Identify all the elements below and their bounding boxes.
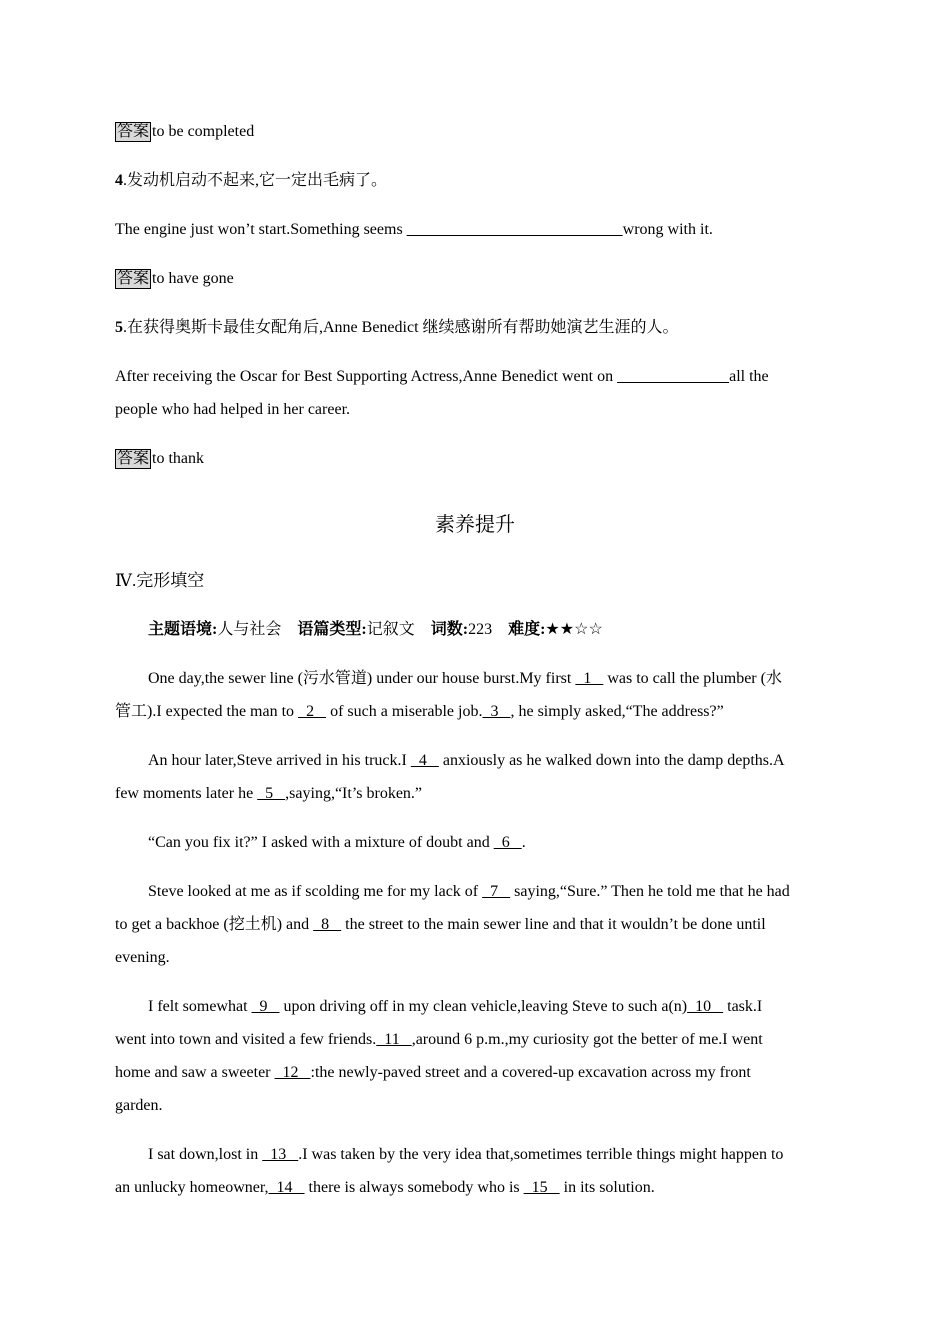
q4-sentence-before: The engine just won’t start.Something seems [115, 221, 407, 238]
words-label: 词数: [430, 621, 469, 638]
p6-line1 [115, 1145, 783, 1165]
text: the street to the main sewer line and that it wouldn’t be done until [341, 916, 766, 933]
q4-prompt-text: .发动机启动不起来,它一定出毛病了。 [123, 172, 388, 189]
text: ,saying,“It’s broken.” [285, 785, 423, 802]
text: few moments later he [115, 785, 258, 802]
p5-line1 [115, 997, 762, 1017]
p4-line1 [115, 882, 790, 902]
q5-answer: to thank [152, 450, 205, 467]
blank-13: 13 [262, 1146, 299, 1163]
blank-11: 11 [376, 1031, 412, 1048]
theme-label: 主题语境: [148, 621, 218, 638]
q5-blank [617, 368, 729, 385]
q4-number: 4 [115, 172, 123, 189]
text: was to call the plumber (水 [603, 670, 782, 687]
p5-line4: garden. [115, 1097, 163, 1114]
answer-tag: 答案 [117, 270, 150, 287]
q5-sentence-after: all the [729, 368, 769, 385]
p5-line3 [115, 1063, 751, 1083]
difficulty-stars: ★★☆☆ [545, 621, 603, 638]
answer-tag: 答案 [117, 450, 150, 467]
q4-sentence-after: wrong with it. [622, 221, 713, 238]
p5-line2 [115, 1030, 763, 1050]
blank-2: 2 [298, 703, 327, 720]
q4-blank [407, 221, 623, 238]
text: One day,the sewer line (污水管道) under our house burst.My first [148, 670, 576, 687]
q5-sentence-before: After receiving the Oscar for Best Supporting Actress,Anne Benedict went on [115, 368, 618, 385]
text: there is always somebody who is [304, 1179, 524, 1196]
q5-sentence-line1 [115, 367, 769, 387]
q4-answer: to have gone [152, 270, 234, 287]
text: .I was taken by the very idea that,sometimes terrible things might happen to [298, 1146, 784, 1163]
genre-label: 语篇类型: [297, 621, 367, 638]
answer-tag: 答案 [117, 123, 150, 140]
text: I felt somewhat [148, 998, 252, 1015]
text: :the newly-paved street and a covered-up excavation across my front [310, 1064, 751, 1081]
blank-5: 5 [257, 785, 286, 802]
text: to get a backhoe (挖土机) and [115, 916, 314, 933]
text: 管工).I expected the man to [115, 703, 299, 720]
blank-7: 7 [482, 883, 511, 900]
p2-line2 [115, 784, 422, 804]
q3-answer-line [115, 122, 254, 142]
p4-line2 [115, 915, 766, 935]
blank-1: 1 [575, 670, 604, 687]
text: anxiously as he walked down into the damp depths.A [438, 752, 785, 769]
blank-12: 12 [274, 1064, 311, 1081]
text: , he simply asked,“The address?” [510, 703, 724, 720]
text: “Can you fix it?” I asked with a mixture of doubt and [148, 834, 494, 851]
genre-value: 记叙文 [366, 621, 415, 638]
p1-line2 [115, 702, 724, 722]
q5-answer-line [115, 449, 204, 469]
blank-10: 10 [687, 998, 724, 1015]
theme-value: 人与社会 [217, 621, 282, 638]
text: I sat down,lost in [148, 1146, 263, 1163]
q5-prompt-text: .在获得奥斯卡最佳女配角后,Anne Benedict 继续感谢所有帮助她演艺生涯的人。 [123, 319, 679, 336]
blank-8: 8 [313, 916, 342, 933]
text: home and saw a sweeter [115, 1064, 275, 1081]
section-heading: 素养提升 [435, 514, 515, 536]
p1-line1 [115, 669, 782, 689]
text: upon driving off in my clean vehicle,leaving Steve to such a(n) [279, 998, 688, 1015]
blank-3: 3 [482, 703, 511, 720]
text: Steve looked at me as if scolding me for my lack of [148, 883, 483, 900]
q4-prompt [115, 171, 387, 191]
blank-15: 15 [523, 1179, 560, 1196]
p2-line1 [115, 751, 785, 771]
q4-sentence [115, 220, 713, 240]
p4-line3: evening. [115, 949, 170, 966]
cloze-title: Ⅳ.完形填空 [115, 571, 205, 590]
text: an unlucky homeowner, [115, 1179, 269, 1196]
words-value: 223 [468, 621, 493, 638]
text: went into town and visited a few friends. [115, 1031, 377, 1048]
text: An hour later,Steve arrived in his truck.I [148, 752, 411, 769]
text: in its solution. [559, 1179, 655, 1196]
q5-number: 5 [115, 319, 123, 336]
q5-prompt [115, 318, 679, 338]
blank-14: 14 [268, 1179, 305, 1196]
text: of such a miserable job. [326, 703, 483, 720]
text: ,around 6 p.m.,my curiosity got the better of me.I went [411, 1031, 763, 1048]
text: . [521, 834, 526, 851]
p6-line2 [115, 1178, 655, 1198]
blank-9: 9 [251, 998, 280, 1015]
difficulty-label: 难度: [508, 621, 546, 638]
q3-answer: to be completed [152, 123, 255, 140]
q5-sentence-line2: people who had helped in her career. [115, 401, 351, 418]
blank-4: 4 [410, 752, 439, 769]
blank-6: 6 [493, 834, 522, 851]
text: saying,“Sure.” Then he told me that he had [510, 883, 790, 900]
cloze-meta [115, 620, 603, 640]
q4-answer-line [115, 269, 234, 289]
p3-line1 [115, 833, 526, 853]
text: task.I [723, 998, 763, 1015]
